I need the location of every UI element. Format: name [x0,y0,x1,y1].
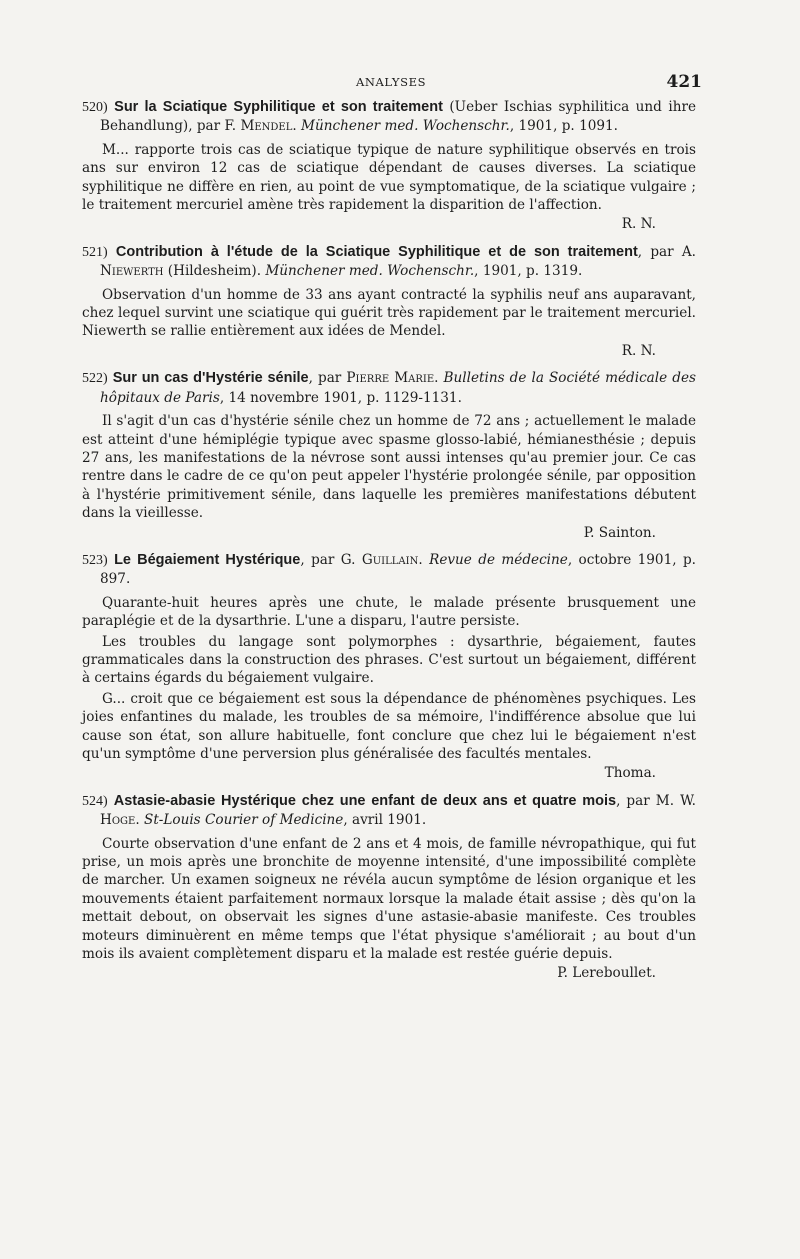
page-number: 421 [666,72,702,92]
entry-number: 523) [82,552,108,568]
page-header [80,72,702,94]
reviewer-signature: R. N. [621,216,656,233]
entry-heading [82,98,696,136]
citation-text: . [434,370,444,387]
abstract-paragraph: M... rapporte trois cas de sciatique typique de nature syphilitique observés en trois ans sur environ 12 cas de sciatique dépendant de causes diverses. La sciatique syphilitique ne diffère en rien, au point de vue symptomatique, de la sciatique vulgaire ; le traitement mercuriel amène très rapidement la disparition de l'affection. [82,141,696,214]
citation-text: , par G. [300,551,362,568]
author-name: Niewerth [100,263,164,280]
abstract-entry [82,792,696,983]
citation-text: . [418,551,430,568]
abstract-entry [82,98,696,234]
journal-title: St-Louis Courier of Medicine [144,812,344,829]
citation-text: , 14 novembre 1901, p. 1129-1131. [219,389,462,406]
entry-heading [82,551,696,589]
entry-title: Sur un cas d'Hystérie sénile [112,370,309,387]
citation-text: . [292,118,302,135]
reviewer-signature: R. N. [621,342,656,359]
citation-text: , par [308,370,347,387]
article-body [82,98,696,992]
citation-text: (Hildesheim). [163,263,266,280]
abstract-entry [82,243,696,360]
entry-number: 522) [82,371,108,387]
abstract-paragraph: Courte observation d'une enfant de 2 ans et 4 mois, de famille névropathique, qui fut prise, un mois après une bronchite de moyenne intensité, d'une impossibilité complète de marcher. Un examen soigneux ne révéla aucun symptôme de lésion organique et les mouvements étaient parfaitement normaux lorsque la malade était assise ; dès qu'on la mettait debout, on observait les signes d'une astasie-abasie manifeste. Ces troubles moteurs diminuèrent en même temps que l'état physique s'améliorait ; au bout d'un mois ils avaient complètement disparu et la malade est restée guérie depuis. [82,835,696,963]
reviewer-signature: P. Sainton. [583,524,656,541]
abstract-paragraph: Observation d'un homme de 33 ans ayant contracté la syphilis neuf ans auparavant, chez lequel survint une sciatique qui guérit très rapidement par le traitement mercuriel. Niewerth se rallie entièrement aux idées de Mendel. [82,286,696,340]
reviewer-signature: P. Lereboullet. [557,965,656,982]
author-name: Pierre Marie [346,370,435,387]
abstract-paragraph: G... croit que ce bégaiement est sous la dépendance de phénomènes psychiques. Les joies enfantines du malade, les troubles de sa mémoire, l'indifférence absolue que lui cause son état, son allure habituelle, font conclure que chez lui le bégaiement n'est qu'un symptôme d'une perversion plus généralisée des facultés mentales. [82,690,696,762]
journal-title: Münchener med. Wochenschr. [301,118,510,135]
citation-text: , par A. [637,243,696,260]
entry-number: 520) [82,100,108,115]
abstract-paragraph: Quarante-huit heures après une chute, le malade présente brusquement une paraplégie et de la dysarthrie. L'une a disparu, l'autre persiste. [82,594,696,630]
abstract-paragraph: Les troubles du langage sont polymorphes : dysarthrie, bégaiement, fautes grammaticales dans la construction des phrases. C'est surtout un bégaiement, différent à certains égards du bégaiement vulgaire. [82,633,696,687]
abstract-paragraph: Il s'agit d'un cas d'hystérie sénile chez un homme de 72 ans ; actuellement le malade est atteint d'une hémiplégie typique avec spasme glosso-labié, hémianesthésie ; depuis 27 ans, les manifestations de la névrose sont aussi intenses qu'au premier jour. Ce cas rentre dans le cadre de ce qu'on peut appeler l'hystérie prolongée sénile, par opposition à l'hystérie primitivement sénile, dans laquelle les premières manifestations débutent dans la vieillesse. [82,413,696,522]
reviewer-signature: Thoma. [604,765,656,782]
entry-number: 524) [82,793,108,809]
entry-heading [82,369,696,407]
entry-title: Astasie-abasie Hystérique chez une enfant de deux ans et quatre mois [113,792,617,809]
citation-text: (Ueber Ischias syphilitica und ihre Behandlung), par F. [100,99,696,135]
author-name: Mendel [240,118,293,135]
citation-text: . [135,812,144,829]
citation-text: , avril 1901. [343,812,427,829]
citation-text: , par M. W. [616,792,696,809]
journal-title: Bulletins de la Société médicale des hôpitaux de Paris [100,370,696,406]
entry-heading [82,792,696,830]
author-name: Hoge [100,812,136,829]
entry-number: 521) [82,244,108,260]
entry-title: Sur la Sciatique Syphilitique et son traitement [114,99,443,115]
journal-title: Münchener med. Wochenschr. [265,263,475,280]
citation-text: , 1901, p. 1319. [474,263,583,280]
citation-text: , 1901, p. 1091. [509,118,618,135]
abstract-entry [82,369,696,542]
running-head: ANALYSES [355,75,427,89]
journal-title: Revue de médecine [429,551,568,568]
abstract-entry [82,551,696,783]
citation-text: , octobre 1901, p. 897. [100,551,696,588]
entry-title: Le Bégaiement Hystérique [114,551,301,568]
author-name: Guillain [361,551,419,568]
entry-number-space [108,244,116,260]
entry-heading [82,243,696,281]
entry-title: Contribution à l'étude de la Sciatique Syphilitique et de son traitement [115,243,638,260]
